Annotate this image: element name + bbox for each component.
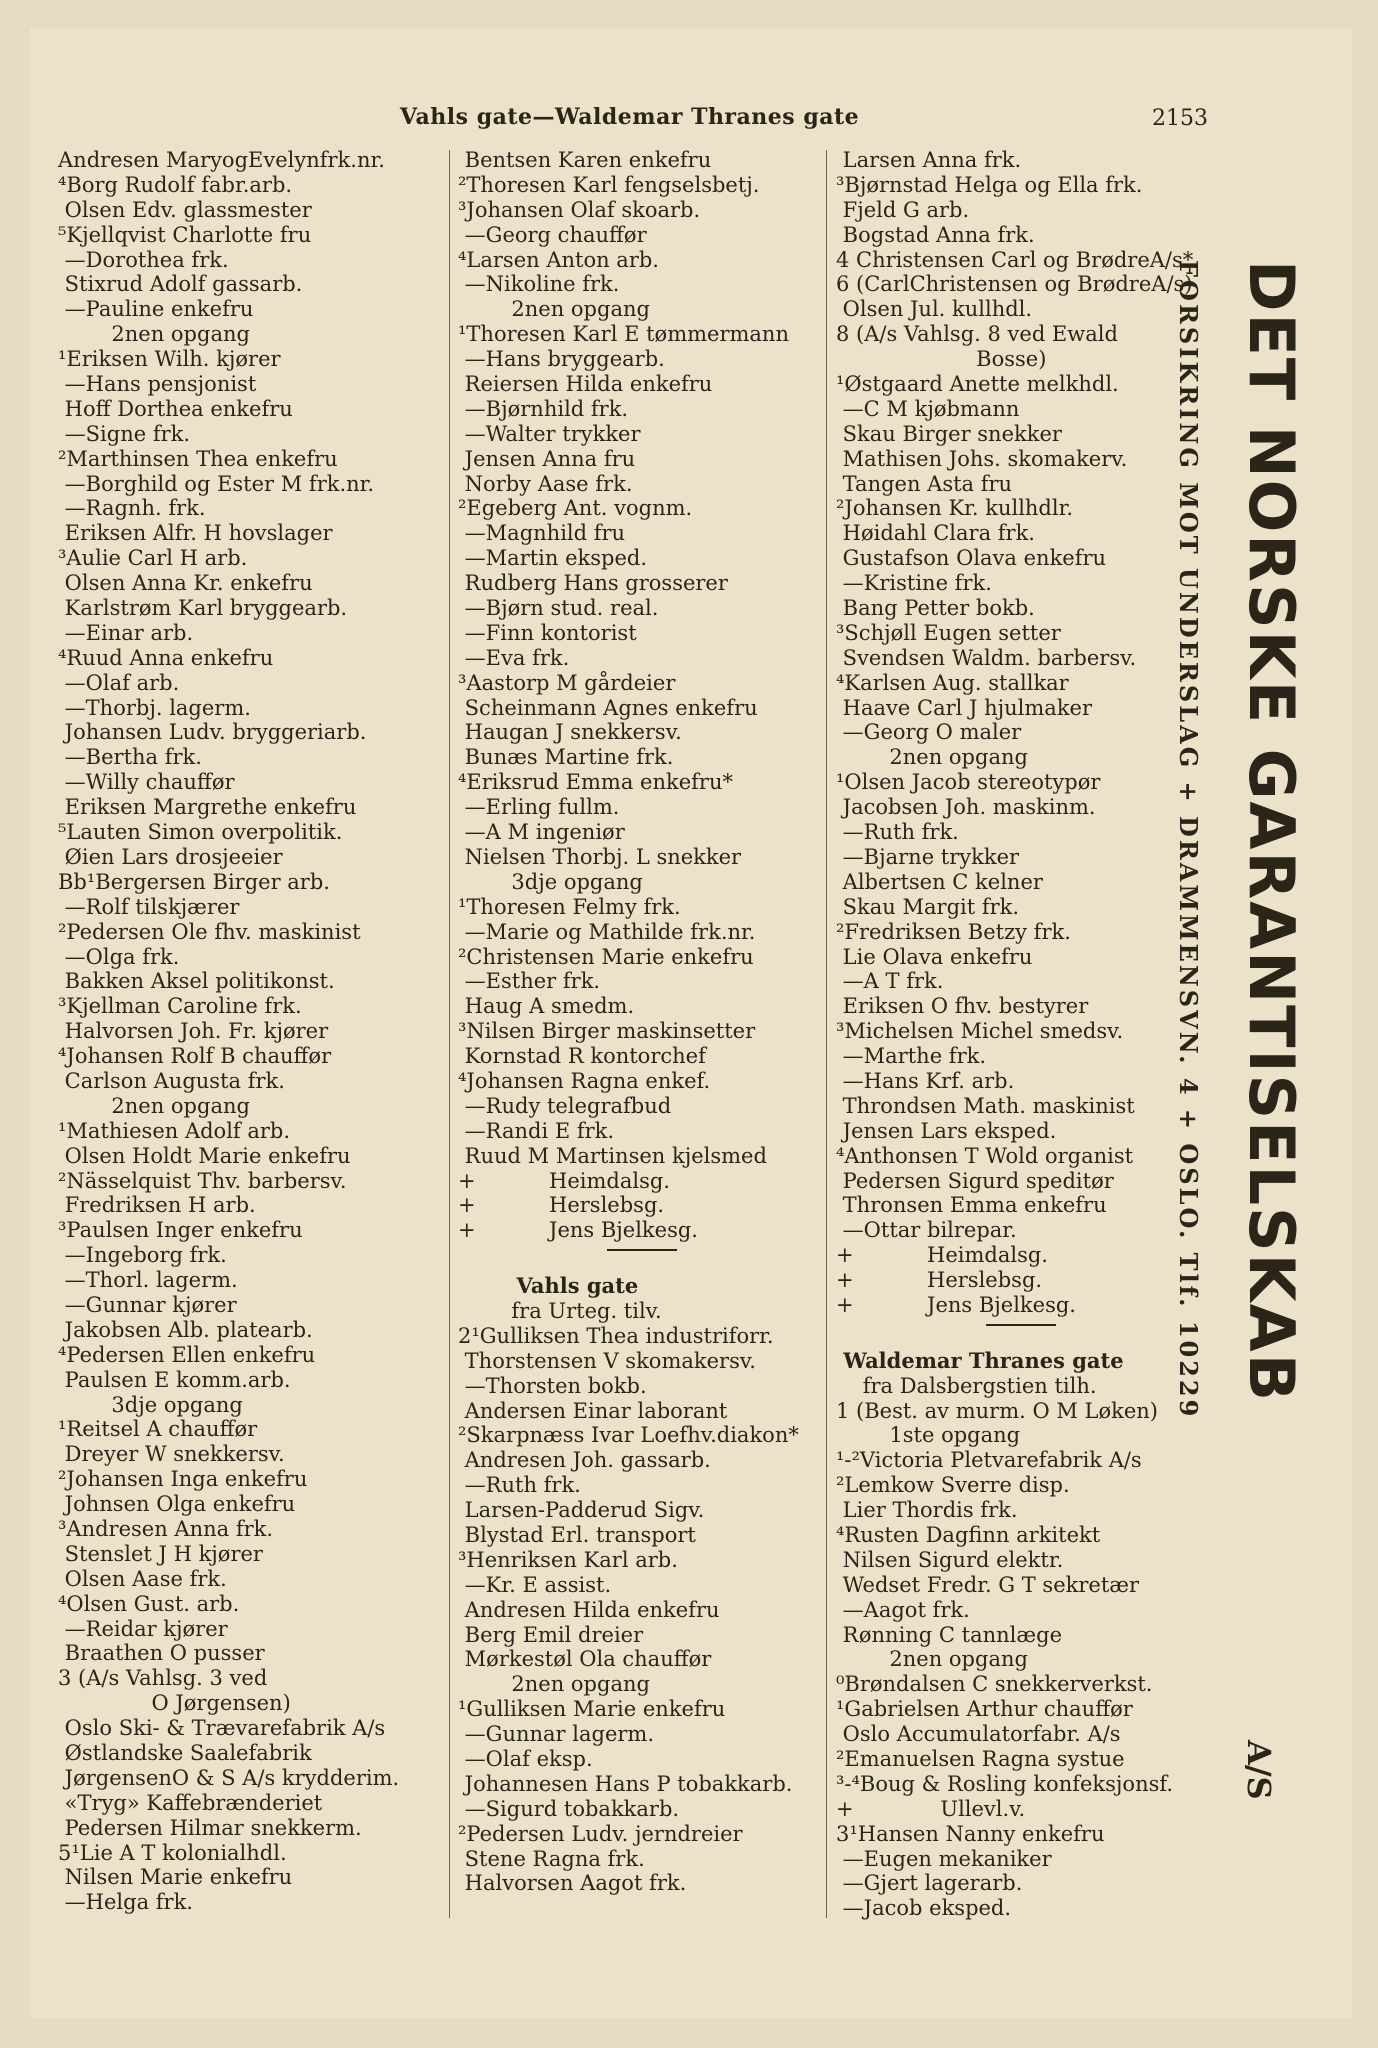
directory-entry: ¹Olsen Jacob stereotypør	[836, 770, 1101, 795]
directory-entry: —Ragnh. frk.	[58, 496, 206, 521]
directory-entry: Braathen O pusser	[58, 1641, 265, 1666]
directory-entry: Olsen Holdt Marie enkefru	[58, 1143, 351, 1168]
directory-entry: —Ruth frk.	[458, 1473, 581, 1498]
directory-entry: + Jens Bjelkesg.	[458, 1218, 698, 1243]
directory-entry: —Sigurd tobakkarb.	[458, 1796, 680, 1821]
directory-entry: —Pauline enkefru	[58, 297, 254, 322]
directory-entry: 1ste opgang	[836, 1423, 1021, 1448]
directory-entry: ¹Thoresen Felmy frk.	[458, 894, 681, 919]
directory-entry: —Finn kontorist	[458, 620, 637, 645]
directory-entry: Berg Emil dreier	[458, 1622, 644, 1647]
directory-entry: Throndsen Math. maskinist	[836, 1093, 1135, 1118]
directory-entry: Waldemar Thranes gate	[836, 1347, 1124, 1373]
directory-entry: 5¹Lie A T kolonialhdl.	[58, 1840, 287, 1865]
directory-entry: —Borghild og Ester M frk.nr.	[58, 471, 375, 496]
directory-entry: Jakobsen Alb. platearb.	[58, 1317, 313, 1342]
directory-entry: ⁵Lauten Simon overpolitik.	[58, 820, 343, 845]
directory-entry: Jensen Lars eksped.	[836, 1118, 1057, 1143]
directory-entry: —Georg O maler	[836, 720, 1022, 745]
directory-entry: ³Nilsen Birger maskinsetter	[458, 1019, 756, 1044]
directory-entry: ²Marthinsen Thea enkefru	[58, 446, 338, 471]
directory-entry: Bentsen Karen enkefru	[458, 148, 712, 172]
directory-entry: —Bjarne trykker	[836, 844, 1020, 869]
directory-entry: —Helga frk.	[58, 1890, 193, 1915]
directory-entry: ²Thoresen Karl fengselsbetj.	[458, 172, 760, 197]
directory-entry: 4 Christensen Carl og BrødreA/s*	[836, 247, 1194, 272]
directory-entry: Stene Ragna frk.	[458, 1846, 645, 1871]
directory-entry: ¹Mathiesen Adolf arb.	[58, 1118, 291, 1143]
directory-entry: ³Johansen Olaf skoarb.	[458, 197, 701, 222]
directory-entry: Halvorsen Aagot frk.	[458, 1871, 687, 1896]
directory-entry: 1 (Best. av murm. O M Løken)	[836, 1398, 1158, 1423]
directory-entry: —A M ingeniør	[458, 820, 625, 845]
directory-entry: —Olaf eksp.	[458, 1747, 593, 1771]
directory-entry: —A T frk.	[836, 969, 944, 994]
directory-entry: Lie Olava enkefru	[836, 944, 1033, 969]
directory-entry: Eriksen O fhv. bestyrer	[836, 994, 1089, 1019]
directory-entry: —Nikoline frk.	[458, 272, 620, 297]
directory-entry: Fjeld G arb.	[836, 197, 970, 222]
directory-entry: Olsen Anna Kr. enkefru	[58, 571, 313, 596]
directory-entry: ¹Gulliksen Marie enkefru	[458, 1697, 726, 1722]
directory-entry: —Magnhild fru	[458, 521, 626, 546]
directory-entry: —Thorbj. lagerm.	[58, 695, 251, 720]
directory-entry: Halvorsen Joh. Fr. kjører	[58, 1019, 329, 1044]
directory-entry: —Walter trykker	[458, 421, 641, 446]
directory-entry: Pedersen Sigurd speditør	[836, 1168, 1114, 1193]
directory-entry: —Reidar kjører	[58, 1616, 228, 1641]
directory-entry: Thronsen Emma enkefru	[836, 1193, 1107, 1218]
directory-entry: —Jacob eksped.	[836, 1896, 1012, 1921]
directory-entry: Johannesen Hans P tobakkarb.	[458, 1771, 793, 1796]
directory-entry: —Kr. E assist.	[458, 1572, 612, 1597]
directory-entry: Skau Margit frk.	[836, 894, 1020, 919]
directory-entry: Rønning C tannlæge	[836, 1622, 1063, 1647]
directory-entry: —Kristine frk.	[836, 571, 992, 596]
directory-entry: ¹Reitsel A chauffør	[58, 1417, 258, 1442]
directory-entry: Gustafson Olava enkefru	[836, 546, 1107, 571]
directory-entry: ⁴Eriksrud Emma enkefru*	[458, 770, 733, 795]
directory-entry: —Bjørn stud. real.	[458, 596, 659, 621]
directory-entry: ¹Thoresen Karl E tømmermann	[458, 322, 789, 347]
directory-entry: ³Schjøll Eugen setter	[836, 620, 1061, 645]
directory-entry: —Olaf arb.	[58, 670, 180, 695]
directory-entry: ⁴Pedersen Ellen enkefru	[58, 1342, 316, 1367]
ad-company-suffix: A/S	[1240, 1740, 1278, 1800]
directory-entry: Andresen MaryogEvelynfrk.nr.	[58, 148, 385, 172]
directory-entry: Bang Petter bokb.	[836, 596, 1035, 621]
directory-entry: ²Egeberg Ant. vognm.	[458, 496, 693, 521]
directory-entry: —Hans pensjonist	[58, 372, 257, 397]
directory-entry: —Marie og Mathilde frk.nr.	[458, 919, 756, 944]
directory-entry: Kornstad R kontorchef	[458, 1044, 706, 1069]
directory-column-1	[58, 148, 438, 1915]
directory-entry: 2¹Gulliksen Thea industriforr.	[458, 1323, 774, 1348]
directory-entry: O Jørgensen)	[58, 1691, 291, 1716]
directory-entry: Lier Thordis frk.	[836, 1498, 1018, 1523]
directory-entry: Stenslet J H kjører	[58, 1541, 263, 1566]
directory-entry: ²Christensen Marie enkefru	[458, 944, 754, 969]
directory-entry: 2nen opgang	[836, 1647, 1028, 1672]
directory-entry: ⁴Johansen Ragna enkef.	[458, 1068, 711, 1093]
directory-entry: Haave Carl J hjulmaker	[836, 695, 1093, 720]
directory-entry: Nielsen Thorbj. L snekker	[458, 844, 742, 869]
directory-entry: Haugan J snekkersv.	[458, 720, 682, 745]
directory-entry: ⁴Anthonsen T Wold organist	[836, 1143, 1134, 1168]
directory-entry: + Ullevl.v.	[836, 1796, 1026, 1821]
directory-entry: Mathisen Johs. skomakerv.	[836, 446, 1128, 471]
directory-entry: Øien Lars drosjeeier	[58, 844, 283, 869]
directory-entry: Ruud M Martinsen kjelsmed	[458, 1143, 767, 1168]
directory-entry: ⁰Brøndalsen C snekkerverkst.	[836, 1672, 1153, 1697]
directory-entry: 3dje opgang	[58, 1392, 243, 1417]
directory-entry: —Gunnar lagerm.	[458, 1722, 654, 1747]
directory-entry: Haug A smedm.	[458, 994, 635, 1019]
directory-entry: ²Johansen Kr. kullhdlr.	[836, 496, 1073, 521]
directory-entry: ³Henriksen Karl arb.	[458, 1547, 678, 1572]
page-title: Vahls gate—Waldemar Thranes gate	[400, 104, 860, 130]
directory-entry: Oslo Ski- & Trævarefabrik A/s	[58, 1716, 386, 1741]
column-divider	[826, 150, 827, 1918]
directory-entry: ²Skarpnæss Ivar Loefhv.diakon*	[458, 1423, 799, 1448]
directory-entry: ³Bjørnstad Helga og Ella frk.	[836, 172, 1143, 197]
directory-entry: —Erling fullm.	[458, 795, 620, 820]
directory-entry: —Ottar bilrepar.	[836, 1218, 1017, 1243]
directory-entry: Norby Aase frk.	[458, 471, 633, 496]
directory-entry: —Ingeborg frk.	[58, 1243, 227, 1268]
directory-entry: —Rudy telegrafbud	[458, 1093, 672, 1118]
directory-entry: Paulsen E komm.arb.	[58, 1367, 291, 1392]
directory-entry: ³Michelsen Michel smedsv.	[836, 1019, 1124, 1044]
ad-company-name: DET NORSKE GARANTISELSKAB	[1235, 260, 1308, 1403]
directory-entry: —Thorsten bokb.	[458, 1373, 647, 1398]
ad-tagline: FORSIKRING MOT UNDERSLAG + DRAMMENSVN. 4 + OSLO. Tlf. 10229	[1174, 260, 1203, 1420]
directory-entry: 2nen opgang	[836, 745, 1028, 770]
directory-entry: ³Paulsen Inger enkefru	[58, 1218, 303, 1243]
directory-entry: ¹Eriksen Wilh. kjører	[58, 347, 281, 372]
directory-entry: ⁴Karlsen Aug. stallkar	[836, 670, 1069, 695]
directory-entry: Høidahl Clara frk.	[836, 521, 1035, 546]
directory-entry: Thorstensen V skomakersv.	[458, 1348, 756, 1373]
directory-entry: Oslo Accumulatorfabr. A/s	[836, 1722, 1121, 1747]
directory-entry: Andresen Hilda enkefru	[458, 1597, 720, 1622]
directory-entry: Tangen Asta fru	[836, 471, 1013, 496]
directory-entry: —Marthe frk.	[836, 1044, 987, 1069]
section-rule	[458, 1249, 826, 1274]
directory-entry: Hoff Dorthea enkefru	[58, 396, 293, 421]
directory-entry: —Eva frk.	[458, 645, 570, 670]
directory-entry: ¹-²Victoria Pletvarefabrik A/s	[836, 1448, 1142, 1473]
directory-entry: ⁴Larsen Anton arb.	[458, 247, 659, 272]
column-divider	[449, 150, 450, 1918]
directory-entry: Bogstad Anna frk.	[836, 222, 1035, 247]
directory-entry: —Ruth frk.	[836, 820, 959, 845]
directory-entry: Bosse)	[836, 347, 1047, 372]
directory-entry: Eriksen Margrethe enkefru	[58, 795, 357, 820]
directory-entry: Wedset Fredr. G T sekretær	[836, 1572, 1140, 1597]
directory-entry: Scheinmann Agnes enkefru	[458, 695, 758, 720]
directory-entry: «Tryg» Kaffebrænderiet	[58, 1790, 323, 1815]
directory-entry: —Randi E frk.	[458, 1118, 615, 1143]
directory-entry: + Herslebsg.	[458, 1193, 665, 1218]
directory-entry: ²Pedersen Ole fhv. maskinist	[58, 919, 361, 944]
directory-entry: Østlandske Saalefabrik	[58, 1741, 312, 1765]
directory-entry: —Hans Krf. arb.	[836, 1068, 1015, 1093]
directory-entry: Vahls gate	[458, 1273, 639, 1299]
directory-entry: ²Nässelquist Thv. barbersv.	[58, 1168, 347, 1193]
directory-entry: ²Johansen Inga enkefru	[58, 1467, 308, 1492]
directory-entry: Larsen Anna frk.	[836, 148, 1022, 172]
directory-entry: Reiersen Hilda enkefru	[458, 372, 713, 397]
directory-entry: Jensen Anna fru	[458, 446, 636, 471]
directory-entry: Olsen Edv. glassmester	[58, 197, 312, 222]
directory-entry: Bunæs Martine frk.	[458, 745, 674, 770]
directory-entry: Karlstrøm Karl bryggearb.	[58, 596, 348, 621]
directory-entry: 3¹Hansen Nanny enkefru	[836, 1821, 1105, 1846]
directory-entry: —Einar arb.	[58, 620, 194, 645]
directory-entry: ⁴Johansen Rolf B chauffør	[58, 1044, 332, 1069]
directory-entry: 3dje opgang	[458, 869, 643, 894]
directory-entry: —Bjørnhild frk.	[458, 396, 629, 421]
directory-entry: —Hans bryggearb.	[458, 347, 665, 372]
directory-entry: Fredriksen H arb.	[58, 1193, 256, 1218]
directory-entry: JørgensenO & S A/s krydderim.	[58, 1765, 400, 1790]
directory-entry: ³Aulie Carl H arb.	[58, 546, 248, 571]
directory-entry: —Willy chauffør	[58, 770, 235, 795]
directory-entry: 2nen opgang	[58, 1093, 250, 1118]
directory-entry: Pedersen Hilmar snekkerm.	[58, 1815, 362, 1840]
directory-entry: Svendsen Waldm. barbersv.	[836, 645, 1137, 670]
directory-entry: —Thorl. lagerm.	[58, 1268, 238, 1293]
directory-entry: —Signe frk.	[58, 421, 191, 446]
directory-entry: ⁴Olsen Gust. arb.	[58, 1591, 240, 1616]
directory-entry: Rudberg Hans grosserer	[458, 571, 728, 596]
directory-entry: Jacobsen Joh. maskinm.	[836, 795, 1096, 820]
directory-entry: 2nen opgang	[458, 297, 650, 322]
directory-entry: —Gjert lagerarb.	[836, 1871, 1023, 1896]
directory-entry: ¹Gabrielsen Arthur chauffør	[836, 1697, 1133, 1722]
directory-entry: —Olga frk.	[58, 944, 180, 969]
directory-entry: Albertsen C kelner	[836, 869, 1043, 894]
directory-entry: Skau Birger snekker	[836, 421, 1062, 446]
directory-entry: —Gunnar kjører	[58, 1292, 237, 1317]
directory-entry: 8 (A/s Vahlsg. 8 ved Ewald	[836, 322, 1118, 347]
directory-entry: ⁴Ruud Anna enkefru	[58, 645, 274, 670]
directory-entry: ²Fredriksen Betzy frk.	[836, 919, 1071, 944]
directory-entry: ⁵Kjellqvist Charlotte fru	[58, 222, 312, 247]
directory-entry: —Martin eksped.	[458, 546, 648, 571]
directory-entry: Olsen Jul. kullhdl.	[836, 297, 1033, 322]
directory-entry: ²Emanuelsen Ragna systue	[836, 1747, 1125, 1771]
section-rule	[836, 1324, 1206, 1349]
advertisement-banner	[1160, 260, 1350, 1820]
directory-entry: Johansen Ludv. bryggeriarb.	[58, 720, 367, 745]
directory-entry: —Eugen mekaniker	[836, 1846, 1052, 1871]
directory-entry: 6 (CarlChristensen og BrødreA/s)	[836, 272, 1193, 297]
directory-entry: Blystad Erl. transport	[458, 1522, 696, 1547]
directory-entry: 3 (A/s Vahlsg. 3 ved	[58, 1666, 268, 1691]
directory-entry: ³Aastorp M gårdeier	[458, 670, 676, 695]
directory-entry: Johnsen Olga enkefru	[58, 1492, 296, 1517]
directory-entry: —Georg chauffør	[458, 222, 647, 247]
directory-entry: ³Kjellman Caroline frk.	[58, 994, 302, 1019]
directory-entry: Nilsen Sigurd elektr.	[836, 1547, 1064, 1572]
directory-entry: Eriksen Alfr. H hovslager	[58, 521, 333, 546]
directory-entry: Mørkestøl Ola chauffør	[458, 1647, 712, 1672]
directory-entry: + Jens Bjelkesg.	[836, 1292, 1076, 1317]
directory-entry: Nilsen Marie enkefru	[58, 1865, 293, 1890]
directory-entry: ²Lemkow Sverre disp.	[836, 1473, 1070, 1498]
directory-entry: ²Pedersen Ludv. jerndreier	[458, 1821, 743, 1846]
directory-entry: + Heimdalsg.	[458, 1168, 670, 1193]
directory-entry: ⁴Borg Rudolf fabr.arb.	[58, 172, 293, 197]
directory-entry: ⁴Rusten Dagfinn arkitekt	[836, 1522, 1101, 1547]
directory-entry: Carlson Augusta frk.	[58, 1068, 285, 1093]
directory-entry: 2nen opgang	[458, 1672, 650, 1697]
directory-entry: Bb¹Bergersen Birger arb.	[58, 869, 330, 894]
directory-entry: —Dorothea frk.	[58, 247, 229, 272]
directory-entry: + Herslebsg.	[836, 1268, 1043, 1293]
directory-entry: Andersen Einar laborant	[458, 1398, 728, 1423]
directory-entry: Olsen Aase frk.	[58, 1566, 227, 1591]
directory-entry: Dreyer W snekkersv.	[58, 1442, 285, 1467]
directory-entry: —C M kjøbmann	[836, 396, 1020, 421]
directory-entry: Stixrud Adolf gassarb.	[58, 272, 303, 297]
directory-column-3	[836, 148, 1206, 1921]
directory-entry: + Heimdalsg.	[836, 1243, 1048, 1268]
directory-column-2	[458, 148, 826, 1896]
directory-entry: fra Urteg. tilv.	[458, 1298, 662, 1323]
directory-entry: —Aagot frk.	[836, 1597, 970, 1622]
directory-entry: 2nen opgang	[58, 322, 250, 347]
directory-entry: fra Dalsbergstien tilh.	[836, 1373, 1097, 1398]
directory-entry: Bakken Aksel politikonst.	[58, 969, 335, 994]
directory-entry: ³Andresen Anna frk.	[58, 1516, 274, 1541]
directory-entry: ¹Østgaard Anette melkhdl.	[836, 372, 1119, 397]
directory-entry: —Rolf tilskjærer	[58, 894, 240, 919]
directory-entry: —Bertha frk.	[58, 745, 202, 770]
page-number: 2153	[1152, 106, 1208, 131]
directory-entry: ³-⁴Boug & Rosling konfeksjonsf.	[836, 1771, 1174, 1796]
directory-entry: —Esther frk.	[458, 969, 601, 994]
directory-entry: Larsen-Padderud Sigv.	[458, 1498, 705, 1523]
directory-entry: Andresen Joh. gassarb.	[458, 1448, 711, 1473]
